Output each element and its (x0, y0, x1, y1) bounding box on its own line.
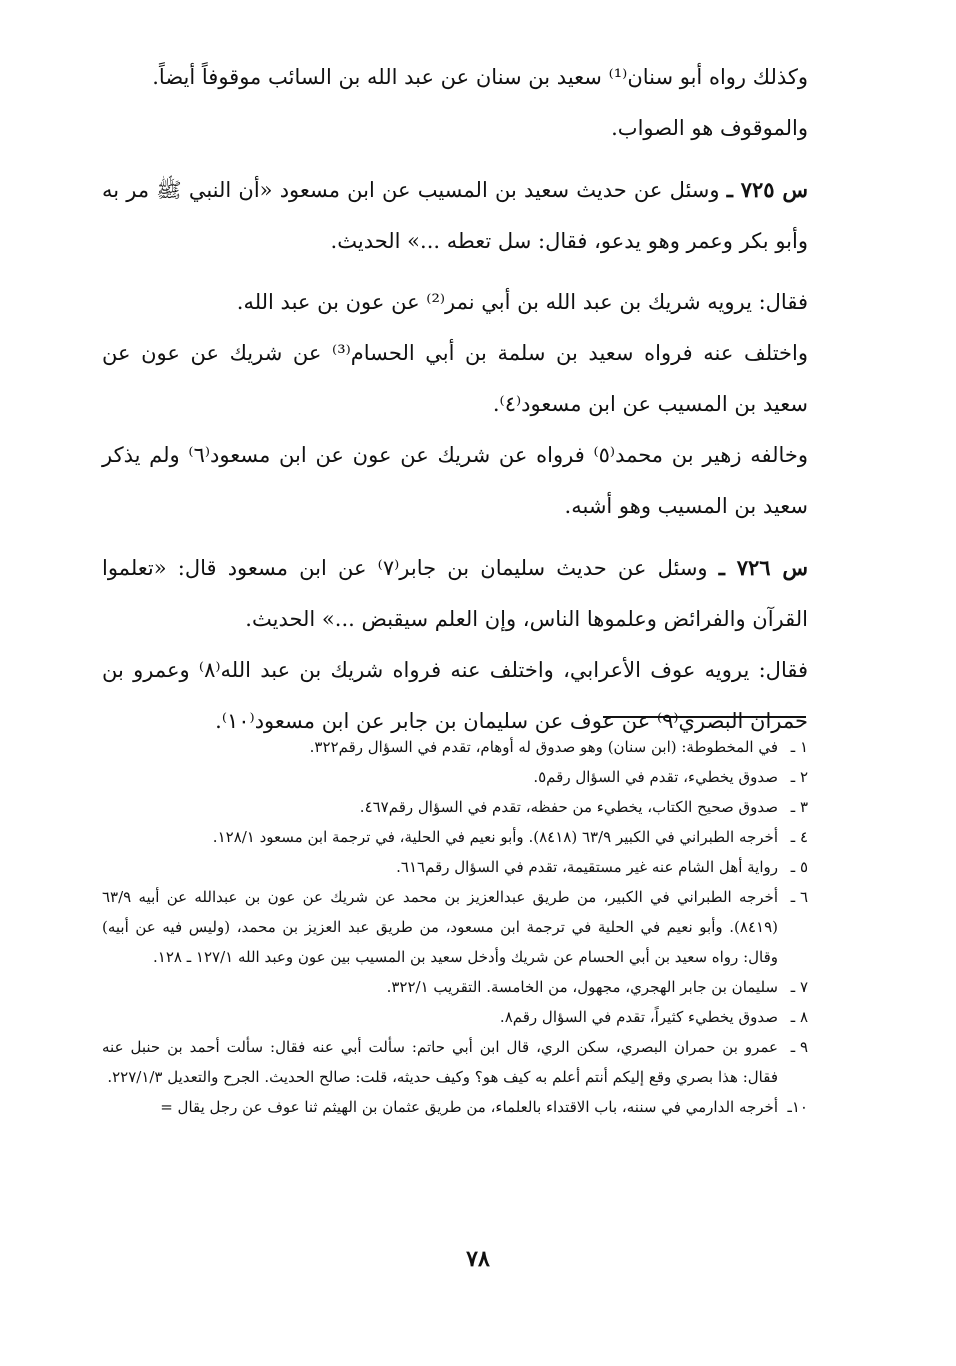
footnote-number: ٢ ـ (790, 768, 808, 786)
footnote-text: أخرجه الدارمي في سننه، باب الاقتداء بالعلماء، من طريق عثمان بن الهيثم ثنا عوف عن رجل يقال = (160, 1098, 778, 1116)
footnote-number: ١٠ـ (787, 1098, 808, 1116)
footnote-text: رواية أهل الشام عنه غير مستقيمة، تقدم في السؤال رقم٦١٦. (396, 858, 778, 876)
paragraph-6: فقال: يرويه عوف الأعرابي، واختلف عنه فرواه شريك بن عبد الله⁽٨⁾ وعمرو بن حمران البصري⁽٩⁾ عن عوف عن سليمان بن جابر عن ابن مسعود⁽١٠⁾. (102, 658, 808, 733)
paragraph-5: وخالفه زهير بن محمد⁽٥⁾ فرواه عن شريك عن عون عن ابن مسعود⁽٦⁾ ولم يذكر سعيد بن المسيب وهو أشبه. (102, 443, 808, 518)
footnote-number: ٤ ـ (790, 828, 808, 846)
footnote-text: عمرو بن حمران البصري، سكن الري، قال ابن أبي حاتم: سألت أبي عنه فقال: سألت أحمد بن حنبل عنه فقال: هذا بصري وقع إليكم أنتم أعلم به كيف هو؟ وكيف حديثه، قلت: صالح الحديث. الجرح والتعديل ٢٢٧/١/٣. (102, 1038, 779, 1086)
footnote-separator (603, 716, 806, 718)
footnote-text: في المخطوطة: (ابن سنان) وهو صدوق له أوهام، تقدم في السؤال رقم٣٢٢. (309, 738, 778, 756)
main-text (102, 52, 808, 747)
footnote-7 (102, 972, 808, 1002)
footnote-4 (102, 822, 808, 852)
footnote-text: صدوق يخطيء، تقدم في السؤال رقم٥. (533, 768, 778, 786)
paragraph-3: فقال: يرويه شريك بن عبد الله بن أبي نمر⁽²⁾ عن عون بن عبد الله. (236, 290, 808, 314)
footnote-number: ١ ـ (790, 738, 808, 756)
footnote-text: صدوق صحيح الكتاب، يخطيء من حفظه، تقدم في السؤال رقم٤٦٧. (359, 798, 778, 816)
footnotes (102, 732, 808, 1122)
question-725-text: وسئل عن حديث سعيد بن المسيب عن ابن مسعود «أن النبي ﷺ مر به وأبو بكر وعمر وهو يدعو، فقال: سل تعطه ...» الحديث. (102, 178, 808, 253)
footnote-9 (102, 1032, 808, 1092)
footnote-number: ٥ ـ (790, 858, 808, 876)
footnote-2 (102, 762, 808, 792)
footnote-number: ٣ ـ (790, 798, 808, 816)
question-726 (102, 542, 808, 645)
footnote-number: ٩ ـ (790, 1038, 808, 1056)
question-725-label: س ٧٢٥ ـ (726, 177, 808, 202)
paragraph-2: والموقوف هو الصواب. (611, 116, 808, 140)
paragraph-1: وكذلك رواه أبو سنان⁽¹⁾ سعيد بن سنان عن عبد الله بن السائب موقوفاً أيضاً. (152, 65, 808, 89)
footnote-3 (102, 792, 808, 822)
footnote-8 (102, 1002, 808, 1032)
footnote-text: أخرجه الطبراني في الكبير، من طريق عبدالعزيز بن محمد عن شريك عن عون بن عبدالله عن أبيه ٦٣/٩ (٨٤١٩). وأبو نعيم في الحلية في ترجمة ابن مسعود، من طريق عبد العزيز بن محمد، (وليس فيه عن أبيه) وقال: رواه سعيد بن أبي الحسام عن شريك وأدخل سعيد بن المسيب بين عون وعبد الله ١٢٧/١ ـ ١٢٨. (102, 888, 778, 966)
footnote-number: ٨ ـ (790, 1008, 808, 1026)
footnote-6 (102, 882, 808, 972)
footnote-text: أخرجه الطبراني في الكبير ٦٣/٩ (٨٤١٨). وأبو نعيم في الحلية، في ترجمة ابن مسعود ١٢٨/١. (212, 828, 778, 846)
question-726-label: س ٧٢٦ ـ (718, 555, 808, 580)
footnote-text: صدوق يخطيء كثيراً، تقدم في السؤال رقم٨. (499, 1008, 778, 1026)
footnote-number: ٦ ـ (790, 888, 808, 906)
question-725 (102, 164, 808, 267)
footnote-1 (102, 732, 808, 762)
footnote-5 (102, 852, 808, 882)
footnote-number: ٧ ـ (790, 978, 808, 996)
page-number: ٧٨ (466, 1246, 490, 1272)
footnote-text: سليمان بن جابر الهجري، مجهول، من الخامسة. التقريب ٣٢٢/١. (386, 978, 778, 996)
paragraph-4: واختلف عنه فرواه سعيد بن سلمة بن أبي الحسام⁽³⁾ عن شريك عن عون عن سعيد بن المسيب عن ابن مسعود⁽٤⁾. (102, 341, 809, 416)
footnote-10 (102, 1092, 808, 1122)
question-726-text: وسئل عن حديث سليمان بن جابر⁽٧⁾ عن ابن مسعود قال: «تعلموا القرآن والفرائض وعلموها الناس، وإن العلم سيقبض ...» الحديث. (102, 556, 808, 631)
